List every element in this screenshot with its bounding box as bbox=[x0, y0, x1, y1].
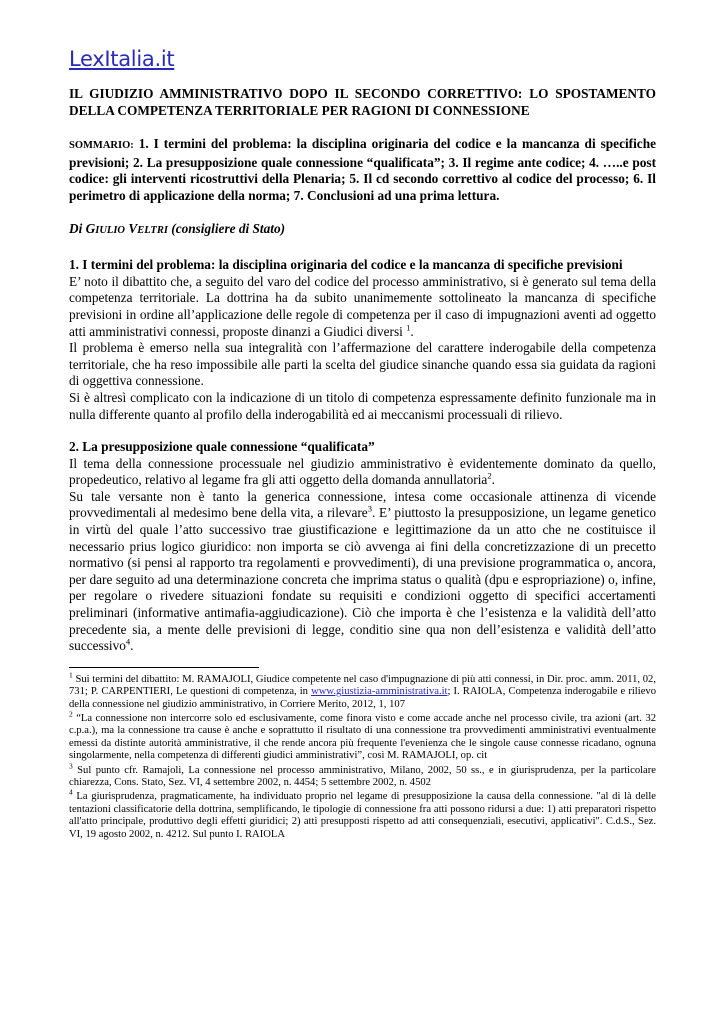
article-title: IL GIUDIZIO AMMINISTRATIVO DOPO IL SECONDO CORRETTIVO: LO SPOSTAMENTO DELLA COMPETENZA TERRITORIALE PER RAGIONI DI CONNESSIONE bbox=[69, 86, 656, 118]
footnote-2: $^2$ “La connessione non intercorre solo ed esclusivamente, come finora visto e come accade anche nel processo civile, tra azioni (art. 32 c.p.a.), ma la connessione tra cause è anche e soprattutto il risultato di una connessione tra provvedimenti amministrativi eventualmente emessi da distinte autorità amministrative, il che rende ancora più frequente l'evenienza che le singole cause connesse ricadano, ognuna singolarmente, nella competenza di differenti giudici amministrativi”, così M. RAMAJOLI, op. cit bbox=[69, 709, 656, 762]
footnote-4: $^4$ La giurisprudenza, pragmaticamente, ha individuato proprio nel legame di presupposizione la causa della connessione. "al di là delle tentazioni classificatorie della dottrina, semplificando, le tipologie di connessione fra atti possono ridursi a due: 1) atti preparatori rispetto all'atto principale, produttivo degli effetti giuridici; 2) atti presupposti rispetto ad atti consequenziali, esecutivi, applicativi". C.d.S., Sez. VI, 19 agosto 2002, n. 4212. Sul punto I. RAIOLA bbox=[69, 787, 656, 840]
footnote-ref-4[interactable]: 4 bbox=[125, 636, 131, 647]
footnote-number: 3 bbox=[69, 761, 73, 771]
section-1-paragraph-3: Si è altresì complicato con la indicazione di un titolo di competenza espressamente definito funzionale ma in nulla differente quanto al profilo della inderogabilità ed ai meccanismi processuali di rilievo. bbox=[69, 389, 656, 422]
section-2-heading: 2. La presupposizione quale connessione “qualificata” bbox=[69, 439, 375, 455]
footnote-number: 1 bbox=[69, 670, 73, 680]
author-prefix: Di bbox=[69, 220, 86, 236]
footnote-ref-1[interactable]: 1 bbox=[406, 322, 411, 333]
footnote-separator bbox=[69, 667, 259, 668]
section-1-paragraph-1: E’ noto il dibattito che, a seguito del varo del codice del processo amministrativo, si è generato sul tema della competenza territoriale. La dottrina ha da subito unanimemente sottolineato la mancanza di specifiche previsioni in ordine all’applicazione delle regole di competenza per il caso di impugnazioni aventi ad oggetto atti amministrativi connessi, proposte dinanzi a Giudici diversi $^1$. bbox=[69, 273, 656, 339]
footnote-1: $^1$ Sui termini del dibattito: M. RAMAJOLI, Giudice competente nel caso d'impugnazione di più atti connessi, in Dir. proc. amm. 2011, 02, 731; P. CARPENTIERI, Le questioni di competenza, in www.giustizia-amministrativa.it; I. RAIOLA, Competenza inderogabile e rilievo della connessione nel giudizio amministrativo, in Corriere Merito, 2012, 1, 107 bbox=[69, 670, 656, 710]
author-role: (consigliere di Stato) bbox=[167, 220, 286, 236]
author-initial-g: G bbox=[85, 220, 96, 236]
site-logo-link[interactable]: LexItalia.it bbox=[69, 47, 175, 71]
footnote-ref-2[interactable]: 2 bbox=[487, 470, 492, 481]
footnote-number: 2 bbox=[69, 709, 73, 719]
footnote-3: $^3$ Sul punto cfr. Ramajoli, La connessione nel processo amministrativo, Milano, 2002, 50 ss., e in giurisprudenza, per la particolare chiarezza, Cons. Stato, Sez. VI, 4 settembre 2002, n. 4454; 5 settembre 2002, n. 4502 bbox=[69, 761, 656, 789]
section-1-heading: 1. I termini del problema: la disciplina originaria del codice e la mancanza di specifiche previsioni bbox=[69, 257, 623, 273]
section-2-paragraph-1: Il tema della connessione processuale nel giudizio amministrativo è evidentemente dominato da quello, propedeutico, relativo al legame fra gli atti oggetto della domanda annullatoria$^2$. bbox=[69, 455, 656, 488]
section-2-paragraph-2: Su tale versante non è tanto la generica connessione, intesa come occasionale attinenza di vicende provvedimentali al medesimo bene della vita, a rilevare$^3$. E’ piuttosto la presupposizione, un legame genetico in virtù del quale l’atto successivo trae giustificazione e legittimazione da un atto che ne costituisce il necessario prius logico giuridico: non importa se ciò avvenga ai fini della concretizzazione di un precetto normativo (si pensi al rapporto tra regolamenti e provvedimenti), di una previsione programmatica o, ancora, per dare seguito ad una determinazione concreta che imprima status o qualità (dpu e espropriazione) o, infine, per regolare o rivedere situazioni fondate su requisiti e condizioni oggetto di specifici accertamenti preliminari (informative antimafia-aggiudicazione). Ciò che importa è che l’esistenza e la validità dell’atto precedente sia, a mente delle previsioni di legge, conditio sine qua non dell’esistenza e validità dell’atto successivo$^4$. bbox=[69, 488, 657, 654]
article-summary bbox=[69, 136, 656, 204]
summary-label: SOMMARIO: bbox=[69, 140, 134, 152]
author-first-name: IULIO bbox=[95, 224, 125, 236]
footnote-ref-3[interactable]: 3 bbox=[367, 504, 372, 515]
giustizia-amministrativa-link[interactable]: www.giustizia-amministrativa.it bbox=[311, 686, 448, 698]
footnote-number: 4 bbox=[69, 787, 73, 797]
author-initial-v: V bbox=[128, 220, 138, 236]
document-page bbox=[69, 40, 656, 843]
article-author bbox=[69, 221, 656, 240]
summary-text: 1. I termini del problema: la disciplina originaria del codice e la mancanza di specifiche previsioni; 2. La presupposizione quale connessione “qualificata”; 3. Il regime ante codice; 4. …..e post codice: gli interventi ricostruttivi della Plenaria; 5. Il cd secondo correttivo al codice del processo; 6. Il perimetro di applicazione della norma; 7. Conclusioni ad una prima lettura. bbox=[69, 136, 656, 203]
author-last-name: ELTRI bbox=[137, 224, 168, 236]
section-1-paragraph-2: Il problema è emerso nella sua integralità con l’affermazione del carattere inderogabile della competenza territoriale, che ha reso impossibile alle parti la scelta del giudice sinanche quando essa sia guidata da ragioni di oggettiva connessione. bbox=[69, 340, 656, 389]
